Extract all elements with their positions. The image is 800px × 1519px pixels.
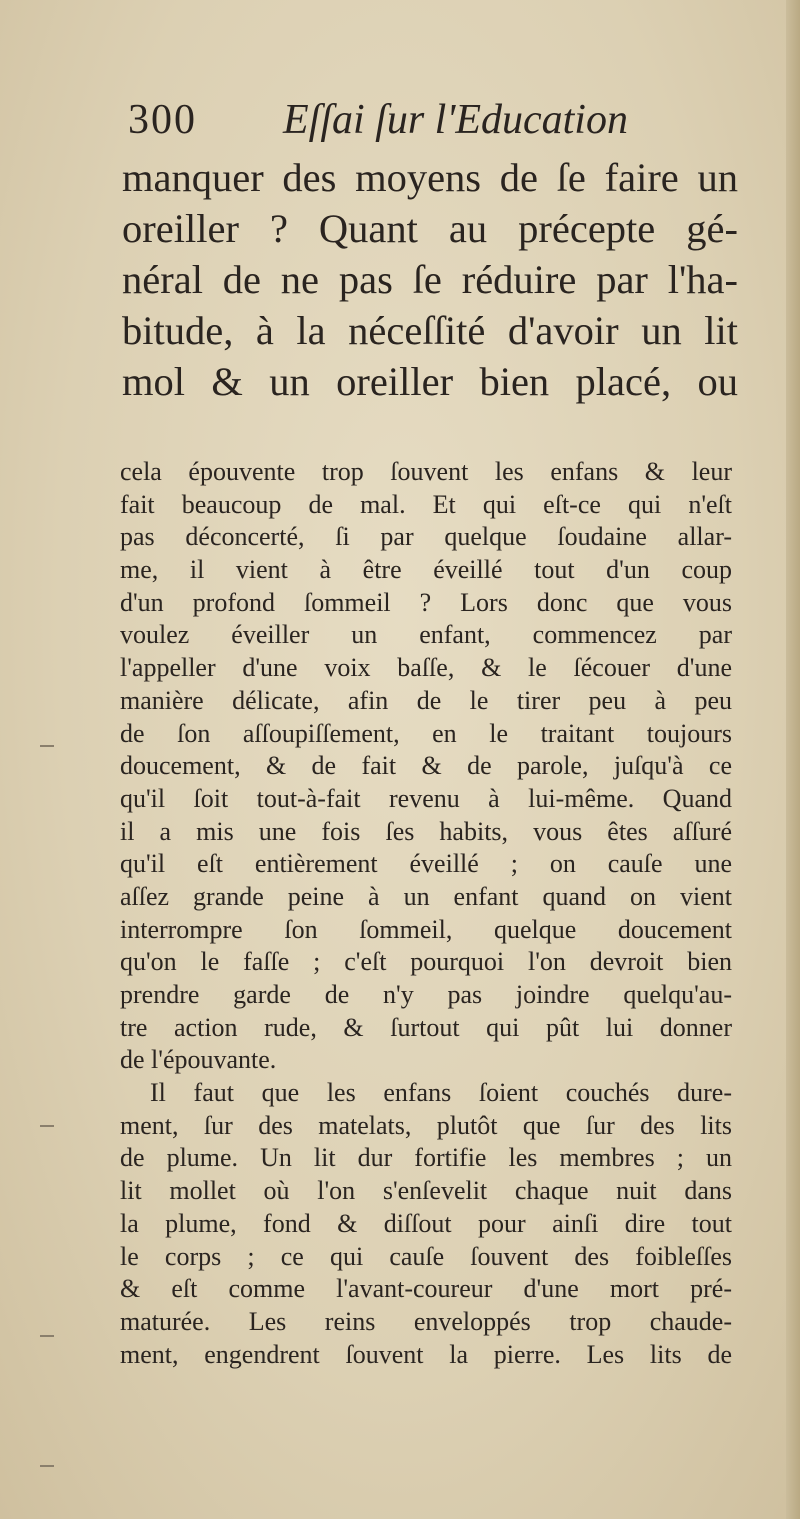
text-line: tre action rude, & ſurtout qui pût lui donner xyxy=(120,1012,732,1042)
running-title: Eſſai ſur l'Education xyxy=(283,97,628,143)
text-line: il a mis une fois ſes habits, vous êtes aſſuré xyxy=(120,816,732,846)
margin-mark xyxy=(40,1125,54,1127)
text-line: qu'on le faſſe ; c'eſt pourquoi l'on devroit bien xyxy=(120,947,732,977)
text-line: de ſon aſſoupiſſement, en le traitant toujours xyxy=(120,718,732,748)
page-header xyxy=(128,96,688,156)
lower-text-block xyxy=(120,456,732,1371)
text-line: me, il vient à être éveillé tout d'un coup xyxy=(120,555,732,585)
margin-mark xyxy=(40,745,54,747)
text-line: qu'il ſoit tout-à-fait revenu à lui-même. Quand xyxy=(120,783,732,813)
text-line: manquer des moyens de ſe faire un xyxy=(122,155,738,200)
text-line: de plume. Un lit dur fortifie les membres ; un xyxy=(120,1143,732,1173)
text-line: voulez éveiller un enfant, commencez par xyxy=(120,620,732,650)
text-line: le corps ; ce qui cauſe ſouvent des foibleſſes xyxy=(120,1241,732,1271)
margin-mark xyxy=(40,1335,54,1337)
text-line: doucement, & de fait & de parole, juſqu'à ce xyxy=(120,751,732,781)
upper-text-block xyxy=(122,152,738,407)
text-line: mol & un oreiller bien placé, ou xyxy=(122,359,738,404)
text-line: cela épouvente trop ſouvent les enfans & leur xyxy=(120,457,732,486)
text-line: de l'épouvante. xyxy=(120,1045,277,1075)
text-line: maturée. Les reins enveloppés trop chaude- xyxy=(120,1306,732,1336)
text-line: bitude, à la néceſſité d'avoir un lit xyxy=(122,308,738,353)
text-line: lit mollet où l'on s'enſevelit chaque nuit dans xyxy=(120,1176,732,1206)
text-line: prendre garde de n'y pas joindre quelqu'au- xyxy=(120,980,732,1009)
margin-mark xyxy=(40,1465,54,1467)
page-number: 300 xyxy=(128,97,197,143)
text-line: la plume, fond & diſſout pour ainſi dire tout xyxy=(120,1208,732,1238)
text-line: oreiller ? Quant au précepte gé- xyxy=(122,206,738,251)
text-line: manière délicate, afin de le tirer peu à peu xyxy=(120,685,732,715)
text-line: Il faut que les enfans ſoient couchés dure- xyxy=(150,1078,732,1108)
text-line: aſſez grande peine à un enfant quand on vient xyxy=(120,881,732,911)
text-line: pas déconcerté, ſi par quelque ſoudaine allar- xyxy=(120,522,732,552)
text-line: ment, ſur des matelats, plutôt que ſur des lits xyxy=(120,1110,732,1140)
text-line: qu'il eſt entièrement éveillé ; on cauſe une xyxy=(120,849,732,879)
text-line: d'un profond ſommeil ? Lors donc que vous xyxy=(120,587,732,617)
text-line: l'appeller d'une voix baſſe, & le ſécouer d'une xyxy=(120,653,732,683)
text-line: & eſt comme l'avant-coureur d'une mort pré- xyxy=(120,1274,732,1304)
text-line: interrompre ſon ſommeil, quelque doucement xyxy=(120,914,732,944)
text-line: ment, engendrent ſouvent la pierre. Les lits de xyxy=(120,1339,732,1369)
page-edge xyxy=(786,0,800,1519)
text-line: fait beaucoup de mal. Et qui eſt-ce qui n'eſt xyxy=(120,489,732,519)
text-line: néral de ne pas ſe réduire par l'ha- xyxy=(122,257,738,302)
